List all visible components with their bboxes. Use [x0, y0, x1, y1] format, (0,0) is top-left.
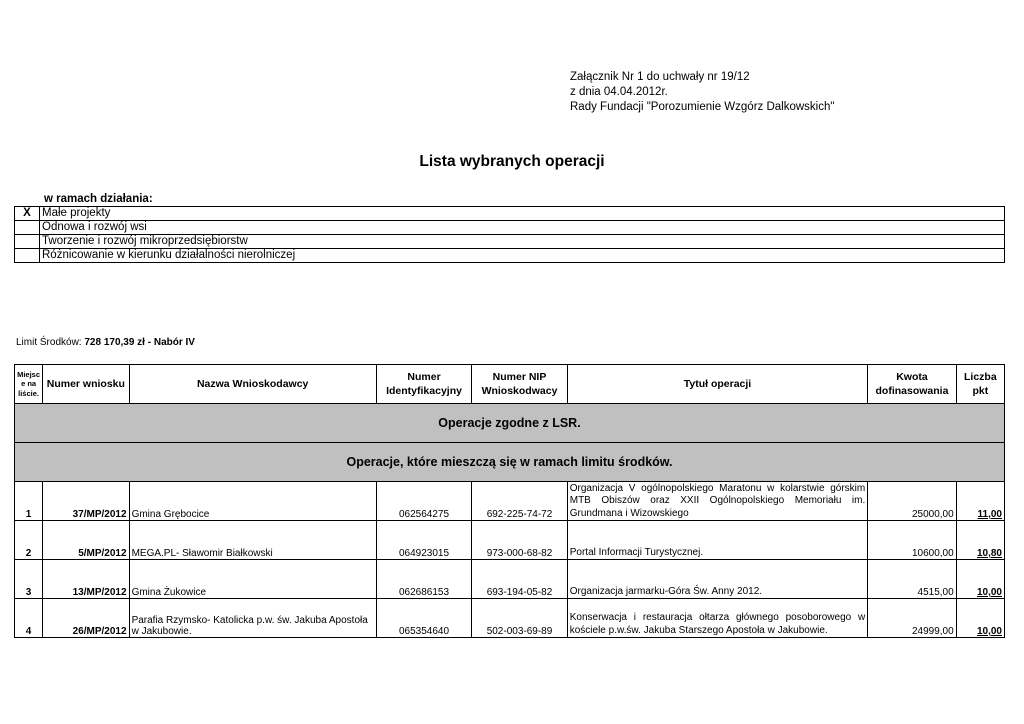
cell-amount: 25000,00 [868, 482, 956, 521]
cell-rank: 4 [15, 599, 43, 638]
page-title: Lista wybranych operacji [419, 153, 605, 170]
action-label: Różnicowanie w kierunku działalności nierolniczej [40, 249, 1005, 263]
table-row [15, 521, 1005, 560]
cell-name: MEGA.PL- Sławomir Białkowski [129, 521, 376, 560]
col-header-title: Tytuł operacji [567, 365, 868, 404]
action-label: Tworzenie i rozwój mikroprzedsiębiorstw [40, 235, 1005, 249]
cell-number: 37/MP/2012 [43, 482, 129, 521]
action-mark [15, 235, 40, 249]
cell-rank: 1 [15, 482, 43, 521]
action-label: Odnowa i rozwój wsi [40, 221, 1005, 235]
col-header-nip [472, 365, 567, 404]
cell-number: 5/MP/2012 [43, 521, 129, 560]
col-header-nip-line2: Wnioskodwacy [481, 385, 558, 397]
section-band-row [15, 443, 1005, 482]
operations-header-row [15, 365, 1005, 404]
cell-points: 10,00 [956, 560, 1004, 599]
col-header-id-line2: Identyfikacyjny [386, 385, 462, 397]
cell-rank: 3 [15, 560, 43, 599]
action-row [15, 235, 1005, 249]
cell-name: Gmina Żukowice [129, 560, 376, 599]
col-header-id [376, 365, 471, 404]
col-header-rank [15, 365, 43, 404]
col-header-points-line1: Liczba [964, 371, 997, 383]
cell-id: 062564275 [376, 482, 471, 521]
cell-number: 26/MP/2012 [43, 599, 129, 638]
funds-limit [16, 337, 195, 348]
cell-points: 11,00 [956, 482, 1004, 521]
action-mark [15, 249, 40, 263]
cell-title: Portal Informacji Turystycznej. [567, 521, 868, 560]
cell-amount: 4515,00 [868, 560, 956, 599]
col-header-rank-line1: Miejsc [17, 369, 41, 379]
action-label: Małe projekty [40, 207, 1005, 221]
action-row [15, 221, 1005, 235]
section-band-lsr: Operacje zgodne z LSR. [15, 404, 1005, 443]
cell-title: Organizacja V ogólnopolskiego Maratonu w kolarstwie górskim MTB Obiszów oraz XXII Ogólnopolskiego Memoriału im. Grundmana i Wizowskiego [567, 482, 868, 521]
table-row [15, 482, 1005, 521]
col-header-name: Nazwa Wnioskodawcy [129, 365, 376, 404]
funds-limit-label: Limit Środków: [16, 337, 82, 348]
col-header-nip-line1: Numer NIP [492, 371, 547, 383]
col-header-rank-line3: liście. [18, 388, 39, 398]
cell-points: 10,00 [956, 599, 1004, 638]
cell-id: 065354640 [376, 599, 471, 638]
cell-title: Organizacja jarmarku-Góra Św. Anny 2012. [567, 560, 868, 599]
col-header-amount-line2: dofinasowania [875, 385, 949, 397]
col-header-amount-line1: Kwota [896, 371, 928, 383]
header-line-2: z dnia 04.04.2012r. [570, 86, 668, 98]
action-row [15, 249, 1005, 263]
funds-limit-value: 728 170,39 zł - Nabór IV [84, 337, 195, 348]
section-band-within-limit: Operacje, które mieszczą się w ramach limitu środków. [15, 443, 1005, 482]
cell-amount: 10600,00 [868, 521, 956, 560]
action-row [15, 207, 1005, 221]
section-band-row [15, 404, 1005, 443]
col-header-amount [868, 365, 956, 404]
col-header-points [956, 365, 1004, 404]
cell-rank: 2 [15, 521, 43, 560]
cell-points: 10,80 [956, 521, 1004, 560]
col-header-id-line1: Numer [407, 371, 441, 383]
cell-id: 062686153 [376, 560, 471, 599]
cell-name: Parafia Rzymsko- Katolicka p.w. św. Jakuba Apostoła w Jakubowie. [129, 599, 376, 638]
action-mark: X [15, 207, 40, 221]
table-row [15, 560, 1005, 599]
cell-nip: 973-000-68-82 [472, 521, 567, 560]
operations-table [14, 364, 1005, 638]
table-row [15, 599, 1005, 638]
header-line-3: Rady Fundacji "Porozumienie Wzgórz Dalkowskich" [570, 101, 835, 113]
col-header-rank-line2: e na [21, 379, 37, 389]
cell-nip: 692-225-74-72 [472, 482, 567, 521]
cell-title: Konserwacja i restauracja ołtarza głównego posoborowego w kościele p.w.św. Jakuba Starszego Apostoła w Jakubowie. [567, 599, 868, 638]
cell-id: 064923015 [376, 521, 471, 560]
header-line-1: Załącznik Nr 1 do uchwały nr 19/12 [570, 71, 750, 83]
cell-amount: 24999,00 [868, 599, 956, 638]
col-header-number: Numer wniosku [43, 365, 129, 404]
cell-nip: 502-003-69-89 [472, 599, 567, 638]
actions-heading: w ramach działania: [44, 193, 153, 205]
col-header-points-line2: pkt [972, 385, 989, 397]
actions-table [14, 206, 1005, 263]
cell-nip: 693-194-05-82 [472, 560, 567, 599]
cell-name: Gmina Grębocice [129, 482, 376, 521]
attachment-header [570, 70, 834, 115]
action-mark [15, 221, 40, 235]
cell-number: 13/MP/2012 [43, 560, 129, 599]
